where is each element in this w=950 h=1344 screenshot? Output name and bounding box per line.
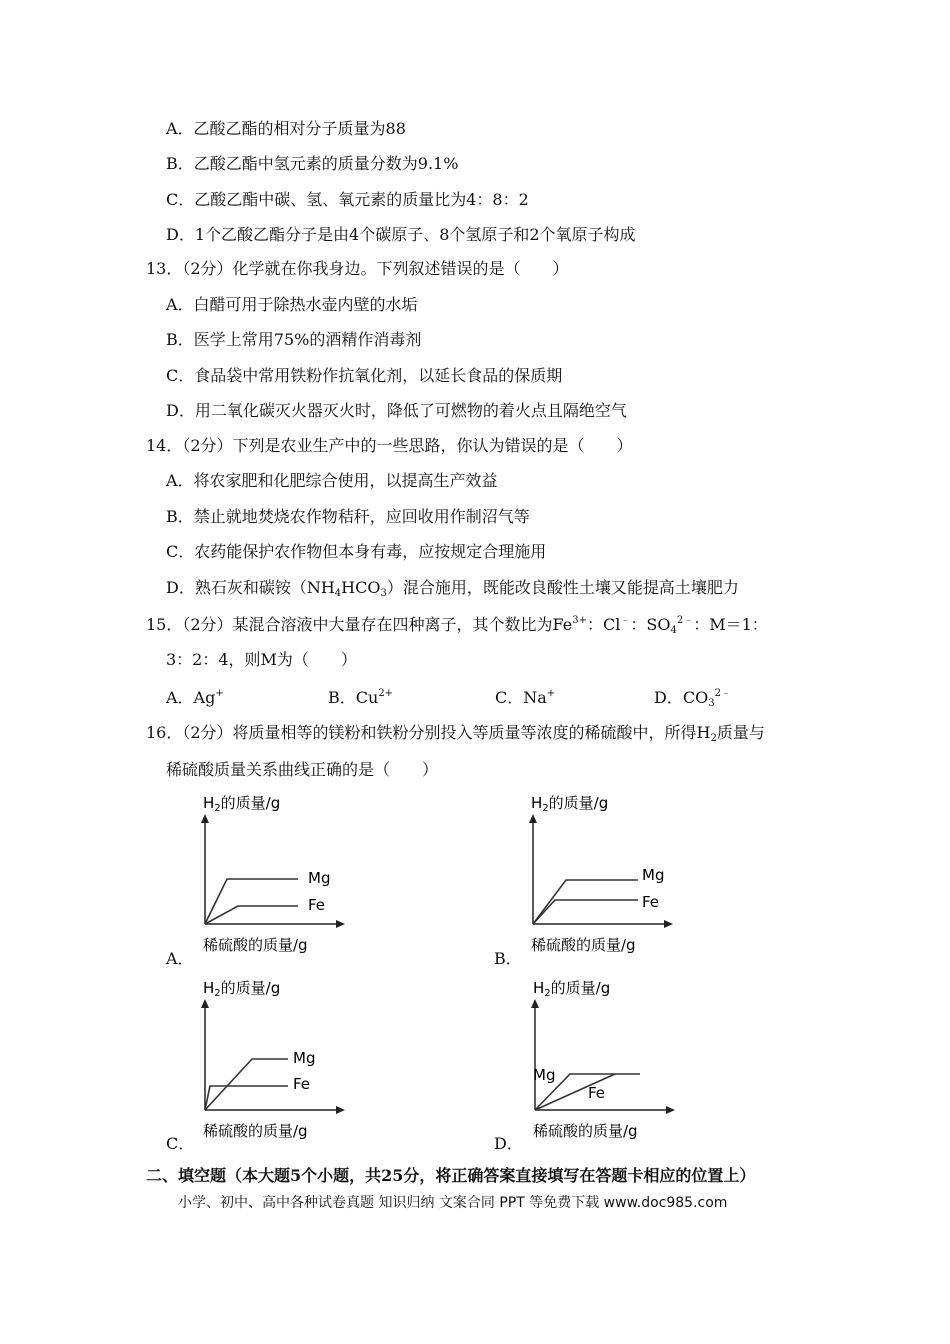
- graph-a-fe-label: Fe: [308, 896, 326, 914]
- q14-option-c: C．农药能保护农作物但本身有毒，应按规定合理施用: [166, 542, 547, 561]
- q16-stem-pre: 16．（2分）将质量相等的镁粉和铁粉分别投入等质量等浓度的稀硫酸中，所得H: [146, 723, 711, 742]
- graph-d-svg: [530, 977, 680, 1142]
- graph-a-xlabel: 稀硫酸的质量/g: [203, 936, 308, 954]
- footer-text: 小学、初中、高中各种试卷真题 知识归纳 文案合同 PPT 等免费下载 www.doc985.com: [178, 1195, 728, 1211]
- graph-c-x-arrow: [336, 1106, 345, 1114]
- q16-stem-sub: 2: [710, 733, 717, 744]
- graph-a-ylabel-sub: 2: [214, 803, 221, 814]
- q15-option-b: [328, 688, 393, 708]
- q15-a-text: A．Ag: [166, 688, 216, 707]
- q15-d-text: D．CO: [654, 688, 709, 707]
- graph-d-y-arrow: [531, 999, 539, 1008]
- graph-b-y-arrow: [529, 814, 537, 823]
- graph-c: [200, 977, 350, 1147]
- graph-c-ylabel-sub: 2: [214, 988, 221, 999]
- graph-a-ylabel-post: 的质量/g: [220, 794, 281, 812]
- q12-option-d: D．1个乙酸乙酯分子是由4个碳原子、8个氢原子和2个氧原子构成: [166, 225, 636, 244]
- graph-b-option-label: B．: [494, 949, 522, 968]
- graph-b-fe-label: Fe: [642, 893, 660, 911]
- graph-c-mg-label: Mg: [293, 1049, 316, 1067]
- q15-d-sup: 2﹣: [714, 688, 731, 699]
- q14-d-sub2: 3: [380, 588, 387, 599]
- q15-b-sup: 2+: [378, 688, 394, 699]
- q12-option-c: C．乙酸乙酯中碳、氢、氧元素的质量比为4：8：2: [166, 190, 529, 209]
- graph-b-ylabel-post: 的质量/g: [548, 794, 609, 812]
- q15-colon1: ：Cl: [587, 615, 621, 634]
- q16-stem-line2: 稀硫酸质量关系曲线正确的是（ ）: [166, 760, 439, 779]
- q13-option-a: A．白醋可用于除热水壶内壁的水垢: [166, 295, 418, 314]
- q15-option-a: [166, 688, 224, 708]
- q13-stem: 13．（2分）化学就在你我身边。下列叙述错误的是（ ）: [146, 259, 569, 278]
- q14-stem: 14．（2分）下列是农业生产中的一些思路，你认为错误的是（ ）: [146, 436, 633, 455]
- graph-d-x-arrow: [666, 1106, 675, 1114]
- graph-c-mg-line: [205, 1059, 288, 1110]
- q15-c-text: C．Na: [495, 688, 547, 707]
- graph-a-mg-label: Mg: [308, 869, 331, 887]
- q16-stem-post: 质量与: [716, 723, 765, 742]
- graph-a-svg: [200, 792, 350, 957]
- graph-b-xlabel: 稀硫酸的质量/g: [531, 936, 636, 954]
- q13-option-c: C．食品袋中常用铁粉作抗氧化剂，以延长食品的保质期: [166, 366, 563, 385]
- graph-b-ylabel-pre: H: [531, 794, 543, 812]
- q14-option-a: A．将农家肥和化肥综合使用，以提高生产效益: [166, 471, 498, 490]
- q15-fe-sup: 3+: [572, 615, 587, 626]
- q15-colon2: ：SO: [630, 615, 671, 634]
- graph-d-ylabel-pre: H: [533, 979, 545, 997]
- q14-d-pre: D．熟石灰和碳铵（NH: [166, 578, 335, 597]
- q14-d-post: ）混合施用，既能改良酸性土壤又能提高土壤肥力: [386, 578, 739, 597]
- q15-cl-sup: ﹣: [620, 615, 631, 626]
- graph-d-ylabel: [533, 979, 610, 999]
- graph-c-y-arrow: [201, 999, 209, 1008]
- q15-b-text: B．Cu: [328, 688, 379, 707]
- graph-a-ylabel-pre: H: [203, 794, 215, 812]
- q15-d-sub: 3: [708, 698, 715, 709]
- graph-d-fe-label: Fe: [588, 1084, 606, 1102]
- graph-b: [528, 792, 678, 962]
- graph-a-y-arrow: [201, 814, 209, 823]
- graph-c-option-label: C．: [166, 1134, 195, 1153]
- graph-d-mg-label: Mg: [533, 1066, 556, 1084]
- q13-option-b: B．医学上常用75%的酒精作消毒剂: [166, 330, 422, 349]
- graph-a: [200, 792, 350, 962]
- q15-option-d: [654, 688, 731, 708]
- q16-stem: [146, 723, 765, 743]
- graph-b-mg-line: [533, 880, 638, 924]
- graph-c-fe-label: Fe: [293, 1075, 311, 1093]
- q14-d-mid: HCO: [341, 578, 381, 597]
- q12-option-a: A．乙酸乙酯的相对分子质量为88: [166, 119, 406, 138]
- q15-option-c: [495, 688, 555, 708]
- q15-stem-post: ：M＝1：: [693, 615, 768, 634]
- q15-a-sup: +: [215, 688, 224, 699]
- q15-so-sup: 2﹣: [676, 615, 694, 626]
- graph-c-ylabel-pre: H: [203, 979, 215, 997]
- graph-b-mg-label: Mg: [642, 866, 665, 884]
- graph-b-ylabel-sub: 2: [542, 803, 549, 814]
- graph-a-ylabel: [203, 794, 280, 814]
- graph-c-xlabel: 稀硫酸的质量/g: [203, 1122, 308, 1140]
- graph-d: [530, 977, 680, 1147]
- graph-a-fe-line: [205, 906, 298, 924]
- q14-d-sub1: 4: [334, 588, 342, 599]
- graph-d-ylabel-post: 的质量/g: [550, 979, 611, 997]
- q14-option-b: B．禁止就地焚烧农作物秸秆，应回收用作制沼气等: [166, 507, 530, 526]
- graph-d-ylabel-sub: 2: [544, 988, 551, 999]
- graph-b-ylabel: [531, 794, 608, 814]
- graph-c-fe-line: [205, 1086, 288, 1110]
- q13-option-d: D．用二氧化碳灭火器灭火时，降低了可燃物的着火点且隔绝空气: [166, 401, 627, 420]
- graph-c-ylabel: [203, 979, 280, 999]
- graph-c-ylabel-post: 的质量/g: [220, 979, 281, 997]
- q15-stem: [146, 615, 768, 635]
- graph-b-svg: [528, 792, 678, 957]
- graph-b-x-arrow: [664, 920, 673, 928]
- graph-d-xlabel: 稀硫酸的质量/g: [533, 1122, 638, 1140]
- q12-option-b: B．乙酸乙酯中氢元素的质量分数为9.1%: [166, 154, 459, 173]
- graph-a-x-arrow: [336, 920, 345, 928]
- q15-c-sup: +: [546, 688, 556, 699]
- graph-d-option-label: D．: [494, 1134, 523, 1153]
- q14-option-d: [166, 578, 739, 598]
- q15-stem-pre: 15．（2分）某混合溶液中大量存在四种离子，其个数比为Fe: [146, 615, 573, 634]
- q15-so-sub: 4: [670, 625, 677, 636]
- section-heading: 二、填空题（本大题5个小题，共25分，将正确答案直接填写在答题卡相应的位置上）: [146, 1166, 756, 1185]
- graph-a-option-label: A．: [166, 949, 194, 968]
- graph-c-svg: [200, 977, 350, 1142]
- q15-stem-line2: 3：2：4，则M为（ ）: [166, 650, 357, 669]
